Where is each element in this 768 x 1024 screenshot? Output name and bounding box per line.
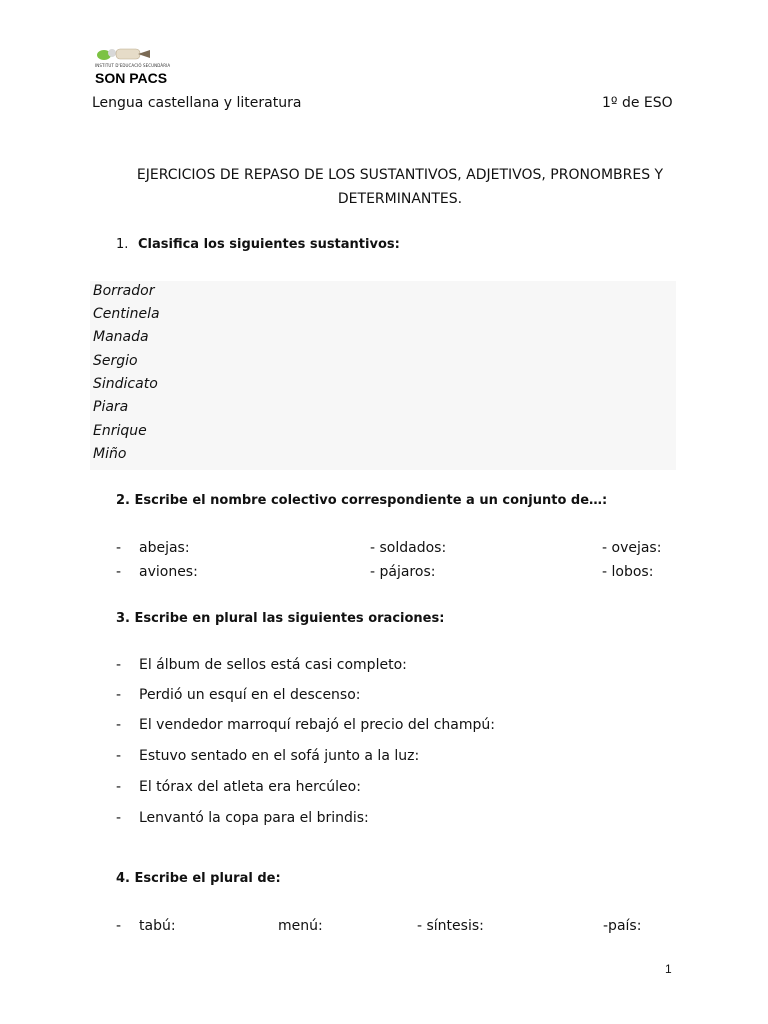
exercise-3-heading: 3. Escribe en plural las siguientes oraciones: [116, 611, 445, 626]
plural-item: menú: [278, 918, 323, 934]
title-line-2: DETERMINANTES. [337, 191, 463, 207]
sentence-item: Estuvo sentado en el sofá junto a la luz: [139, 748, 420, 764]
noun-item: Miño [93, 446, 127, 462]
exercise-4-heading: 4. Escribe el plural de: [116, 871, 281, 886]
page-title [80, 163, 720, 211]
bullet-dash: - [116, 687, 122, 703]
collective-item: abejas: [139, 540, 190, 556]
collective-item: - pájaros: [370, 564, 436, 580]
page-number: 1 [665, 962, 672, 976]
collective-item: aviones: [139, 564, 198, 580]
sentence-item: El tórax del atleta era hercúleo: [139, 779, 361, 795]
noun-item: Centinela [93, 306, 160, 322]
logo-name: SON PACS [95, 70, 168, 86]
noun-item: Borrador [93, 283, 155, 299]
noun-list-box [90, 281, 676, 470]
exercise-2-heading: 2. Escribe el nombre colectivo correspondiente a un conjunto de…: [116, 493, 608, 508]
school-logo-icon [94, 44, 154, 64]
bullet-dash: - [116, 748, 122, 764]
bullet-dash: - [116, 779, 122, 795]
sentence-item: Perdió un esquí en el descenso: [139, 687, 361, 703]
bullet-dash: - [116, 918, 122, 934]
collective-item: - soldados: [370, 540, 447, 556]
school-logo [92, 44, 182, 88]
logo-subtitle: INSTITUT D'EDUCACIÓ SECUNDÀRIA [95, 63, 171, 68]
sentence-item: Lenvantó la copa para el brindis: [139, 810, 369, 826]
sentence-item: El álbum de sellos está casi completo: [139, 657, 407, 673]
sentence-item: El vendedor marroquí rebajó el precio del champú: [139, 717, 495, 733]
level-label: 1º de ESO [602, 95, 673, 111]
noun-item: Piara [93, 399, 129, 415]
exercise-1-heading [116, 237, 400, 252]
exercise-1-heading-text: Clasifica los siguientes sustantivos: [138, 237, 400, 252]
subject-label: Lengua castellana y literatura [92, 95, 302, 111]
plural-item: - síntesis: [417, 918, 484, 934]
plural-item: tabú: [139, 918, 176, 934]
bullet-dash: - [116, 540, 122, 556]
noun-item: Enrique [93, 423, 147, 439]
exercise-1-number: 1. [116, 237, 129, 252]
collective-item: - ovejas: [602, 540, 662, 556]
noun-item: Manada [93, 329, 149, 345]
plural-item: -país: [603, 918, 642, 934]
bullet-dash: - [116, 810, 122, 826]
collective-item: - lobos: [602, 564, 654, 580]
bullet-dash: - [116, 657, 122, 673]
bullet-dash: - [116, 717, 122, 733]
noun-item: Sergio [93, 353, 138, 369]
title-line-1: EJERCICIOS DE REPASO DE LOS SUSTANTIVOS, ADJETIVOS, PRONOMBRES Y [136, 167, 664, 183]
bullet-dash: - [116, 564, 122, 580]
noun-item: Sindicato [93, 376, 158, 392]
